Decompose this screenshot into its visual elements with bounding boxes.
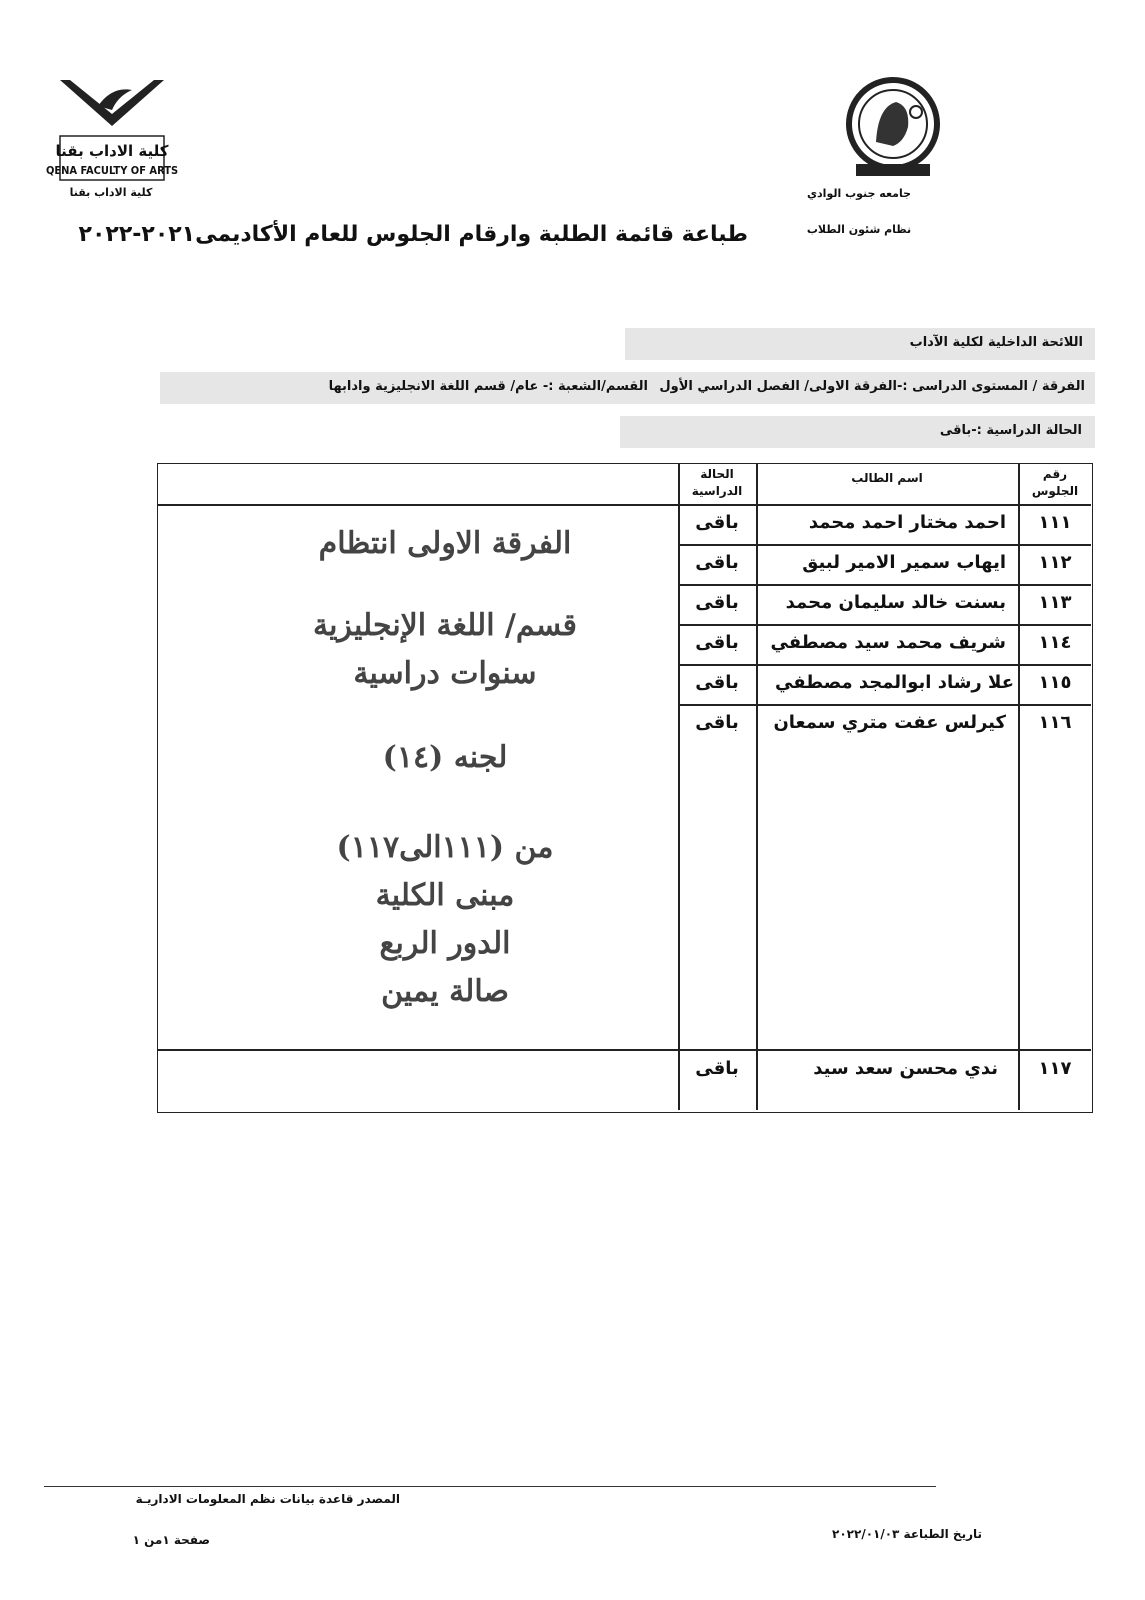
- university-name: جامعه جنوب الوادي: [806, 187, 912, 200]
- header-study-status: الحالة الدراسية: [691, 467, 743, 498]
- header-student-name: اسم الطالب: [851, 471, 923, 485]
- department-text: القسم/الشعبة :- عام/ قسم اللغة الانجليزية وادابها: [328, 379, 648, 394]
- level-text: الفرقة / المستوى الدراسى :-الفرقة الاولى/ الفصل الدراسي الأول: [659, 379, 1085, 394]
- note-line: الدور الربع: [379, 926, 511, 961]
- note-line: قسم/ اللغة الإنجليزية: [312, 608, 577, 643]
- student-name: ايهاب سمير الامير لبيق: [802, 552, 1006, 573]
- footer-source: المصدر قاعدة بيانات نظم المعلومات الاداريـة: [135, 1492, 400, 1506]
- committee-note: [240, 520, 650, 1016]
- student-name: بسنت خالد سليمان محمد: [785, 592, 1006, 613]
- study-status: باقى: [695, 672, 739, 693]
- study-status: باقى: [695, 1058, 739, 1079]
- student-name: علا رشاد ابوالمجد مصطفي: [775, 672, 1014, 693]
- study-status: باقى: [695, 552, 739, 573]
- study-status: باقى: [695, 512, 739, 533]
- seat-number: ١١٧: [1038, 1058, 1072, 1079]
- student-name: شريف محمد سيد مصطفي: [770, 632, 1006, 653]
- note-line: مبنى الكلية: [375, 878, 515, 913]
- university-seal-logo: [838, 72, 948, 182]
- note-line: الفرقة الاولى انتظام: [318, 526, 572, 561]
- seat-number: ١١١: [1038, 512, 1072, 533]
- seat-number: ١١٣: [1038, 592, 1072, 613]
- note-line: صالة يمين: [381, 974, 509, 1009]
- seat-number: ١١٢: [1038, 552, 1072, 573]
- student-name: كيرلس عفت متري سمعان: [773, 712, 1006, 733]
- student-name: ندي محسن سعد سيد: [813, 1058, 998, 1079]
- page-number: صفحة ١من ١: [132, 1533, 210, 1547]
- seat-number: ١١٦: [1038, 712, 1072, 733]
- note-line: سنوات دراسية: [353, 656, 537, 691]
- seat-number: ١١٤: [1038, 632, 1072, 653]
- note-line: لجنه (١٤): [382, 740, 508, 775]
- faculty-logo: [45, 76, 179, 182]
- study-status: باقى: [695, 632, 739, 653]
- regulation-text: اللائحة الداخلية لكلية الآداب: [909, 335, 1083, 350]
- system-name: نظام شئون الطلاب: [806, 223, 912, 236]
- seat-number: ١١٥: [1038, 672, 1072, 693]
- study-status: باقى: [695, 712, 739, 733]
- note-line: من (١١١الى١١٧): [336, 830, 554, 865]
- svg-text:QENA FACULTY OF ARTS: QENA FACULTY OF ARTS: [45, 164, 179, 177]
- header-seat-number: رقم الجلوس: [1031, 467, 1079, 498]
- faculty-label: كلية الاداب بقنا: [69, 186, 153, 199]
- svg-text:كلية الاداب بقنا: كلية الاداب بقنا: [55, 142, 169, 160]
- status-text: الحالة الدراسية :-باقى: [939, 423, 1082, 438]
- page-title: طباعة قائمة الطلبة وارقام الجلوس للعام الأكاديمى٢٠٢١-٢٠٢٢: [78, 222, 748, 247]
- study-status: باقى: [695, 592, 739, 613]
- print-date: تاريخ الطباعة ٢٠٢٢/٠١/٠٣: [832, 1527, 982, 1541]
- footer-divider: [44, 1486, 936, 1487]
- student-name: احمد مختار احمد محمد: [808, 512, 1006, 533]
